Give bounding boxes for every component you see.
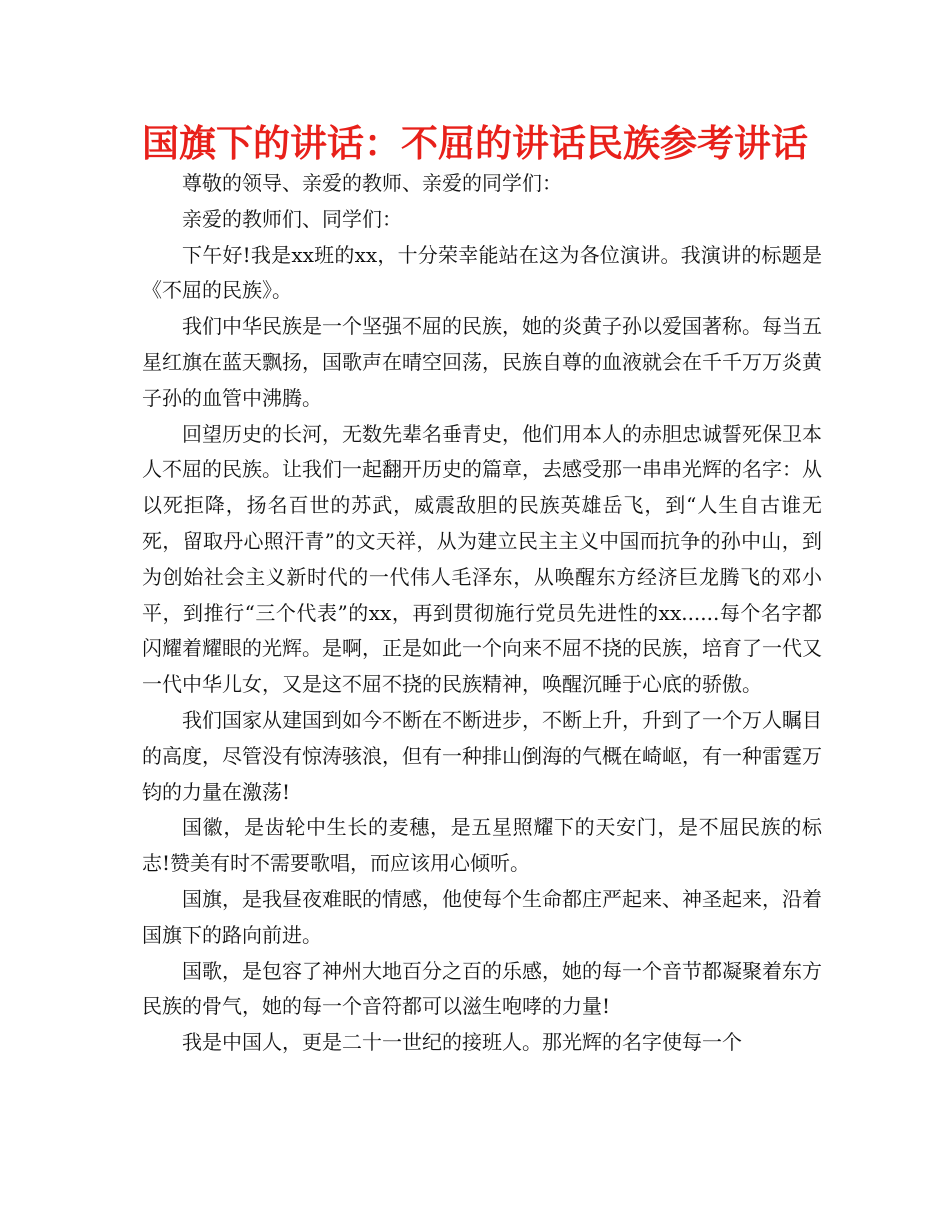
paragraph: 我们国家从建国到如今不断在不断进步，不断上升，升到了一个万人瞩目的高度，尽管没有惊涛骇浪，但有一种排山倒海的气概在崎岖，有一种雷霆万钧的力量在激荡! xyxy=(142,707,822,804)
paragraph: 国徽，是齿轮中生长的麦穗，是五星照耀下的天安门，是不屈民族的标志!赞美有时不需要歌唱，而应该用心倾听。 xyxy=(142,815,822,876)
paragraph-salutation-1: 尊敬的领导、亲爱的教师、亲爱的同学们： xyxy=(182,171,562,195)
paragraph: 我们中华民族是一个坚强不屈的民族，她的炎黄子孙以爱国著称。每当五星红旗在蓝天飘扬，国歌声在晴空回荡，民族自尊的血液就会在千千万万炎黄子孙的血管中沸腾。 xyxy=(142,314,822,410)
document-body xyxy=(142,166,822,1061)
document-title: 国旗下的讲话：不屈的讲话民族参考讲话 xyxy=(142,122,808,165)
paragraph-greeting: 下午好!我是xx班的xx，十分荣幸能站在这为各位演讲。我演讲的标题是《不屈的民族》。 xyxy=(142,242,822,303)
paragraph: 我是中国人，更是二十一世纪的接班人。那光辉的名字使每一个 xyxy=(182,1030,742,1055)
paragraph: 国歌，是包容了神州大地百分之百的乐感，她的每一个音节都凝聚着东方民族的骨气，她的每一个音符都可以滋生咆哮的力量! xyxy=(142,958,822,1019)
paragraph: 国旗，是我昼夜难眠的情感，他使每个生命都庄严起来、神圣起来，沿着国旗下的路向前进。 xyxy=(142,886,822,947)
paragraph: 回望历史的长河，无数先辈名垂青史，他们用本人的赤胆忠诚誓死保卫本人不屈的民族。让我们一起翻开历史的篇章，去感受那一串串光辉的名字：从以死拒降，扬名百世的苏武，威震敌胆的民族英雄岳飞，到“人生自古谁无死，留取丹心照汗青”的文天祥，从为建立民主主义中国而抗争的孙中山，到为创始社会主义新时代的一代伟人毛泽东，从唤醒东方经济巨龙腾飞的邓小平，到推行“三个代表”的xx，再到贯彻施行党员先进性的xx......每个名字都闪耀着耀眼的光辉。是啊，正是如此一个向来不屈不挠的民族，培育了一代又一代中华儿女，又是这不屈不挠的民族精神，唤醒沉睡于心底的骄傲。 xyxy=(142,421,822,697)
paragraph-salutation-2: 亲爱的教师们、同学们： xyxy=(182,206,402,231)
